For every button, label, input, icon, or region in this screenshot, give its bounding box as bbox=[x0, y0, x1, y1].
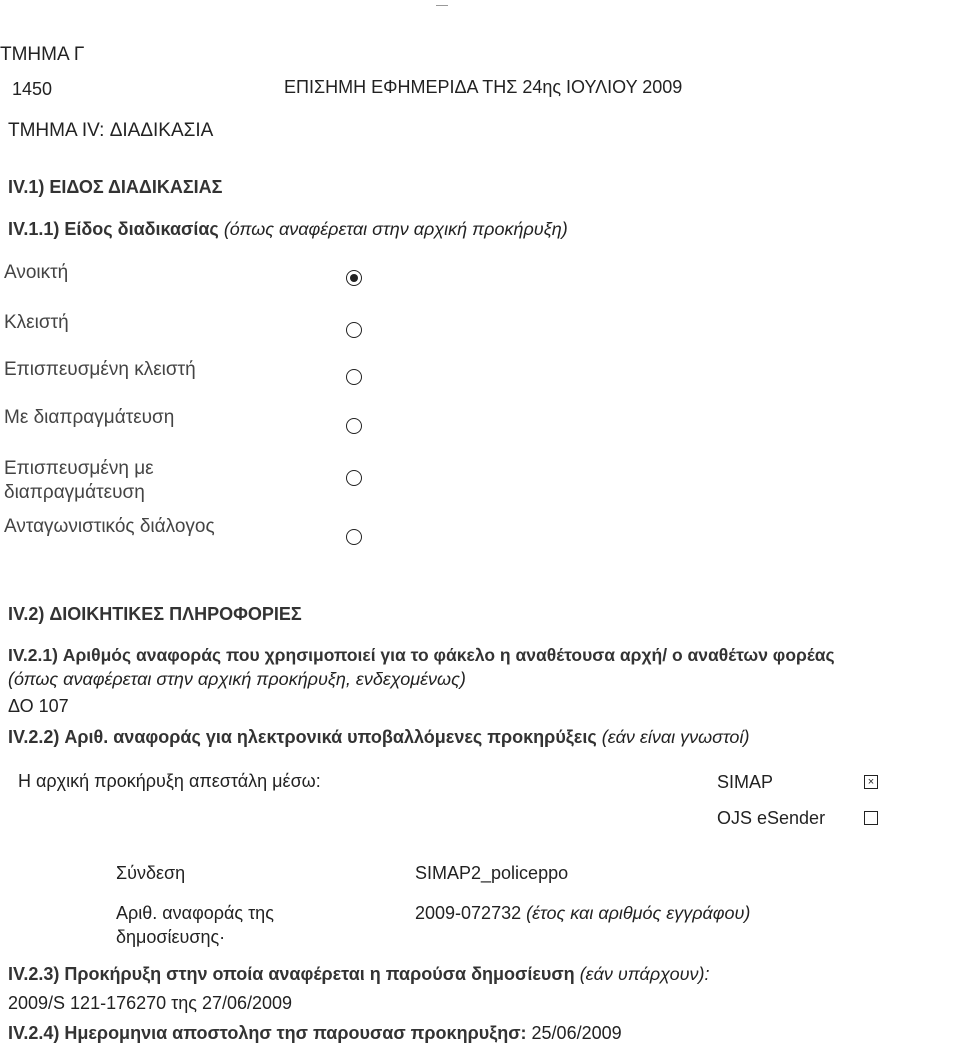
radio-accelerated-negotiated[interactable] bbox=[346, 470, 362, 486]
iv24-label: IV.2.4) Ημερομηνια αποστολησ τησ παρουσασ προκηρυξησ: bbox=[8, 1023, 527, 1043]
sent-via-label: Η αρχική προκήρυξη απεστάλη μέσω: bbox=[18, 771, 321, 791]
radio-accelerated-restricted[interactable] bbox=[346, 369, 362, 385]
iv22-note: (εάν είναι γνωστοί) bbox=[601, 727, 750, 747]
section-header: ΤΜΗΜΑ Γ bbox=[0, 44, 85, 65]
radio-restricted[interactable] bbox=[346, 322, 362, 338]
iv21-value: ΔΟ 107 bbox=[8, 696, 69, 716]
simap-checkbox[interactable]: × bbox=[864, 775, 878, 789]
radio-negotiated[interactable] bbox=[346, 418, 362, 434]
pub-ref-note: (έτος και αριθμός εγγράφου) bbox=[526, 903, 751, 923]
page-number: 1450 bbox=[12, 79, 53, 99]
procedure-option-label: Επισπευσμένη κλειστή bbox=[4, 359, 196, 380]
iv23-value: 2009/S 121-176270 της 27/06/2009 bbox=[8, 993, 293, 1013]
journal-title: ΕΠΙΣΗΜΗ ΕΦΗΜΕΡΙΔΑ ΤΗΣ 24ης ΙΟΥΛΙΟΥ 2009 bbox=[284, 77, 683, 97]
iv23-note: (εάν υπάρχουν): bbox=[579, 964, 710, 984]
radio-competitive-dialogue[interactable] bbox=[346, 529, 362, 545]
login-value: SIMAP2_policeppo bbox=[415, 863, 569, 883]
iv22-heading bbox=[8, 726, 749, 748]
procedure-option-label: Επισπευσμένη με bbox=[4, 458, 154, 479]
procedure-option-label: Ανοικτή bbox=[4, 262, 69, 283]
iv2-title: IV.2) ΔΙΟΙΚΗΤΙΚΕΣ ΠΛΗΡΟΦΟΡΙΕΣ bbox=[8, 604, 302, 624]
procedure-option-label: Ανταγωνιστικός διάλογος bbox=[4, 516, 215, 537]
iv1-title: IV.1) ΕΙΔΟΣ ΔΙΑΔΙΚΑΣΙΑΣ bbox=[8, 177, 223, 197]
iv23-heading bbox=[8, 963, 710, 985]
procedure-option-label-cont: διαπραγμάτευση bbox=[4, 482, 145, 503]
iv21-label: IV.2.1) Αριθμός αναφοράς που χρησιμοποιεί για το φάκελο η αναθέτουσα αρχή/ ο αναθέτων φορέας bbox=[8, 645, 835, 665]
top-tick-mark bbox=[436, 5, 448, 6]
iv23-label: IV.2.3) Προκήρυξη στην οποία αναφέρεται η παρούσα δημοσίευση bbox=[8, 964, 575, 984]
iv21-note: (όπως αναφέρεται στην αρχική προκήρυξη, ενδεχομένως) bbox=[8, 669, 466, 689]
pub-ref-value bbox=[415, 902, 750, 924]
iv24-value: 25/06/2009 bbox=[531, 1023, 622, 1043]
radio-open-selected[interactable] bbox=[346, 270, 362, 286]
iv11-heading bbox=[8, 218, 568, 240]
procedure-option-label: Με διαπραγμάτευση bbox=[4, 407, 175, 428]
procedure-option-label: Κλειστή bbox=[4, 312, 69, 333]
iv22-label: IV.2.2) Αριθ. αναφοράς για ηλεκτρονικά υποβαλλόμενες προκηρύξεις bbox=[8, 727, 597, 747]
pub-ref-number: 2009-072732 bbox=[415, 903, 522, 923]
pub-ref-label-cont: δημοσίευσης· bbox=[116, 927, 226, 947]
part-title: ΤΜΗΜΑ IV: ΔΙΑΔΙΚΑΣΙΑ bbox=[8, 120, 214, 141]
iv11-label: IV.1.1) Είδος διαδικασίας bbox=[8, 219, 219, 239]
pub-ref-label: Αριθ. αναφοράς της bbox=[116, 903, 274, 923]
login-label: Σύνδεση bbox=[116, 863, 186, 883]
channel-esender-label: OJS eSender bbox=[717, 808, 826, 828]
iv11-note: (όπως αναφέρεται στην αρχική προκήρυξη) bbox=[223, 219, 568, 239]
iv24-heading bbox=[8, 1022, 622, 1044]
esender-checkbox[interactable] bbox=[864, 811, 878, 825]
channel-simap-label: SIMAP bbox=[717, 772, 774, 792]
